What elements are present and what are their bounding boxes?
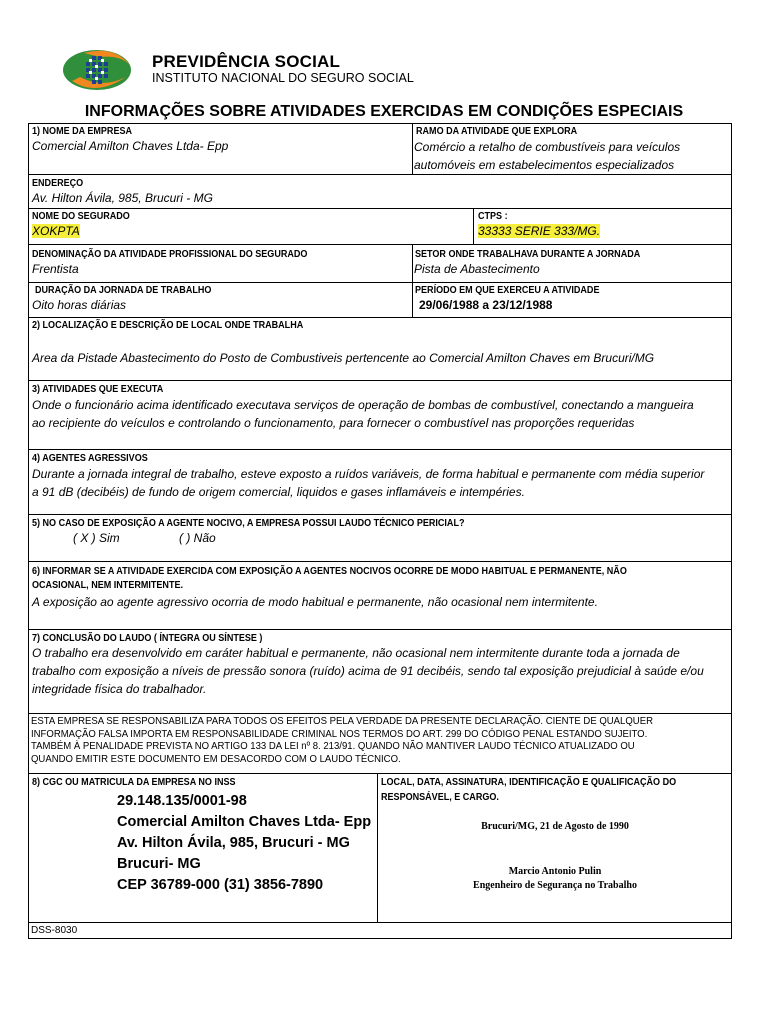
rule [29,514,731,515]
laudo-option-nao: ( ) Não [179,531,216,545]
duracao-value: Oito horas diárias [32,298,127,312]
segurado-value [32,223,80,240]
rule [29,629,731,630]
place-date: Brucuri/MG, 21 de Agosto de 1990 [481,821,629,832]
setor-value: Pista de Abastecimento [414,262,540,276]
endereco-label: ENDEREÇO [32,177,84,189]
ctps-label: CTPS : [478,210,508,222]
rule [29,713,731,714]
periodo-label: PERÍODO EM QUE EXERCEU A ATIVIDADE [415,284,600,296]
column-divider [412,124,413,174]
atividades-label: 3) ATIVIDADES QUE EXECUTA [32,383,164,395]
localizacao-label: 2) LOCALIZAÇÃO E DESCRIÇÃO DE LOCAL ONDE TRABALHA [32,319,304,331]
endereco-value: Av. Hilton Ávila, 985, Brucuri - MG [32,191,213,205]
form-title: INFORMAÇÕES SOBRE ATIVIDADES EXERCIDAS EM CONDIÇÕES ESPECIAIS [84,103,684,120]
segurado-value-text: XOKPTA [32,224,80,238]
declaration-text [31,715,723,765]
company-cgc: 29.148.135/0001-98 [117,793,247,809]
rule [29,244,731,245]
rule [29,380,731,381]
column-divider [412,244,413,317]
org-subtitle: INSTITUTO NACIONAL DO SEGURO SOCIAL [152,71,414,85]
form-sheet [28,123,732,939]
ctps-value-text: 33333 SERIE 333/MG. [478,224,601,238]
empresa-label: 1) NOME DA EMPRESA [32,125,133,137]
declaration-line: QUANDO EMITIR ESTE DOCUMENTO EM DESACORDO COM O LAUDO TÉCNICO. [31,752,401,765]
rule [29,174,731,175]
rule [29,561,731,562]
company-address: Av. Hilton Ávila, 985, Brucuri - MG [117,835,350,851]
declaration-line: ESTA EMPRESA SE RESPONSABILIZA PARA TODOS OS EFEITOS PELA VERDADE DA PRESENTE DECLARAÇÃO. CIENTE DE QUALQUER [31,715,653,727]
segurado-label: NOME DO SEGURADO [32,210,130,222]
declaration-line: INFORMAÇÃO FALSA IMPORTA EM RESPONSABILIDADE CRIMINAL NOS TERMOS DO ART. 299 DO CÓDIGO PENAL ESTANDO SUJEITO. [31,727,648,740]
company-city: Brucuri- MG [117,856,201,872]
setor-label: SETOR ONDE TRABALHAVA DURANTE A JORNADA [415,248,641,260]
agentes-text-line1: Durante a jornada integral de trabalho, esteve exposto a ruídos variáveis, de forma habitual e permanente com média superior [32,467,705,481]
form-code: DSS-8030 [31,925,78,936]
declaration-line: TAMBÉM À PENALIDADE PREVISTA NO ARTIGO 133 DA LEI nº 8. 213/91. QUANDO NÃO MANTIVER LAUDO TÉCNICO ATUALIZADO OU [31,740,635,752]
modo-exposicao-label-line1: 6) INFORMAR SE A ATIVIDADE EXERCIDA COM EXPOSIÇÃO A AGENTES NOCIVOS OCORRE DE MODO HABITUAL E PERMANENTE, NÃO [32,565,627,577]
rule [29,773,731,774]
modo-exposicao-label-line2: OCASIONAL, NEM INTERMITENTE. [32,579,184,591]
localizacao-text: Area da Pistade Abastecimento do Posto de Combustiveis pertencente ao Comercial Amilton Chaves em Brucuri/MG [32,351,655,365]
inss-logo-icon [62,47,132,93]
company-cep: CEP 36789-000 (31) 3856-7890 [117,877,324,893]
atividades-text-line1: Onde o funcionário acima identificado executava serviços de operação de bombas de combustível, conectando a mangueira [32,398,694,412]
column-divider [473,208,474,244]
signer-role: Engenheiro de Segurança no Trabalho [473,880,637,891]
rule [29,922,731,923]
rule [29,208,731,209]
laudo-question-label: 5) NO CASO DE EXPOSIÇÃO A AGENTE NOCIVO, A EMPRESA POSSUI LAUDO TÉCNICO PERICIAL? [32,517,465,529]
responsavel-label-line1: LOCAL, DATA, ASSINATURA, IDENTIFICAÇÃO E QUALIFICAÇÃO DO [381,776,677,788]
org-name: PREVIDÊNCIA SOCIAL [152,52,341,71]
column-divider [377,773,378,922]
rule [29,449,731,450]
conclusao-text-line2: trabalho com exposição a níveis de pressão sonora (ruído) acima de 91 decibéis, sendo tal exposição prejudicial à saúde e/ou [32,664,704,678]
rule [29,282,731,283]
agentes-label: 4) AGENTES AGRESSIVOS [32,452,148,464]
rule [29,317,731,318]
cgc-label: 8) CGC OU MATRICULA DA EMPRESA NO INSS [32,776,236,788]
company-name: Comercial Amilton Chaves Ltda- Epp [117,814,372,830]
ctps-value [478,223,600,240]
ramo-value-line2: automóveis em estabelecimentos especializados [414,158,675,172]
signer-name: Marcio Antonio Pulin [508,866,602,877]
conclusao-text-line1: O trabalho era desenvolvido em caráter habitual e permanente, não ocasional nem intermitente durante toda a jornada de [32,646,680,660]
duracao-label: DURAÇÃO DA JORNADA DE TRABALHO [35,284,212,296]
periodo-value: 29/06/1988 a 23/12/1988 [419,298,553,312]
atividades-text-line2: ao recipiente do veículos e controlando o funcionamento, para fornecer o combustível nas proporções requeridas [32,416,635,430]
empresa-value: Comercial Amilton Chaves Ltda- Epp [32,139,229,153]
laudo-option-sim: ( X ) Sim [73,531,120,545]
ramo-label: RAMO DA ATIVIDADE QUE EXPLORA [416,125,578,137]
responsavel-label-line2: RESPONSÁVEL, E CARGO. [381,791,499,803]
agentes-text-line2: a 91 dB (decibéis) de fundo de origem comercial, liquidos e gases inflamáveis e intempéries. [32,485,525,499]
denominacao-value: Frentista [32,262,79,276]
denominacao-label: DENOMINAÇÃO DA ATIVIDADE PROFISSIONAL DO SEGURADO [32,248,308,260]
modo-exposicao-text: A exposição ao agente agressivo ocorria de modo habitual e permanente, não ocasional nem intermitente. [32,595,598,609]
conclusao-label: 7) CONCLUSÃO DO LAUDO ( ÍNTEGRA OU SÍNTESE ) [32,632,263,644]
conclusao-text-line3: integridade física do trabalhador. [32,682,207,696]
ramo-value-line1: Comércio a retalho de combustíveis para veículos [414,140,681,154]
